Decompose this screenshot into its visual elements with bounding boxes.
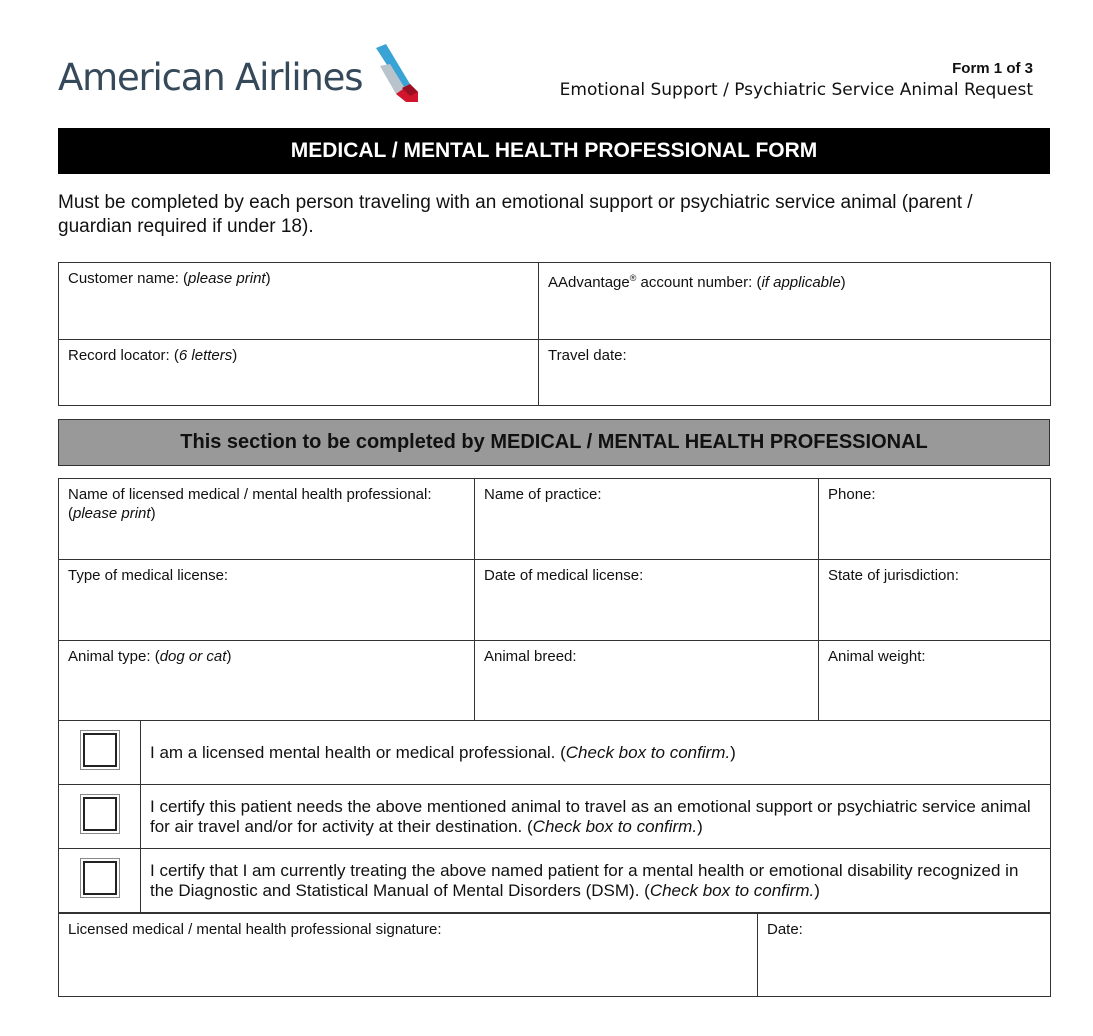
professional-info-table — [58, 478, 1051, 913]
signature-field[interactable] — [59, 914, 758, 997]
license-type-field[interactable] — [59, 560, 475, 641]
customer-info-table — [58, 262, 1051, 406]
confirm-need-cell — [59, 785, 141, 849]
confirm-need-hint: Check box to confirm. — [532, 816, 698, 836]
aadvantage-label-rest: account number: — [636, 274, 757, 291]
travel-date-label: Travel date: — [548, 347, 627, 364]
signature-table — [58, 913, 1051, 997]
professional-section-header: This section to be completed by MEDICAL / MENTAL HEALTH PROFESSIONAL — [58, 419, 1050, 466]
record-locator-field[interactable]: Record locator: (6 letters) — [59, 340, 539, 406]
practice-name-label: Name of practice: — [484, 486, 602, 503]
confirm-need-statement — [141, 785, 1051, 849]
confirm-treatment-cell — [59, 849, 141, 913]
confirm-treatment-statement — [141, 849, 1051, 913]
license-date-label: Date of medical license: — [484, 567, 644, 584]
confirm-license-checkbox[interactable] — [83, 733, 117, 767]
phone-label: Phone: — [828, 486, 876, 503]
flight-symbol-icon — [366, 44, 430, 106]
professional-name-field[interactable]: Name of licensed medical / mental health professional: (please print) — [59, 479, 475, 560]
signature-date-field[interactable] — [758, 914, 1051, 997]
practice-name-field[interactable] — [475, 479, 819, 560]
professional-name-label: Name of licensed medical / mental health professional: — [68, 486, 432, 503]
confirm-treatment-checkbox[interactable] — [83, 861, 117, 895]
form-title: MEDICAL / MENTAL HEALTH PROFESSIONAL FORM — [58, 128, 1050, 174]
confirm-license-close: ) — [730, 742, 736, 762]
confirm-treatment-hint: Check box to confirm. — [649, 880, 815, 900]
aadvantage-hint: if applicable — [761, 274, 841, 291]
form-subtitle: Emotional Support / Psychiatric Service Animal Request — [559, 80, 1033, 100]
jurisdiction-field[interactable] — [819, 560, 1051, 641]
confirm-license-statement — [141, 721, 1051, 785]
license-type-label: Type of medical license: — [68, 567, 229, 584]
confirm-need-text: I certify this patient needs the above mentioned animal to travel as an emotional support or psychiatric service animal for air travel and/or for activity at their destination. ( — [150, 796, 1031, 836]
animal-breed-label: Animal breed: — [484, 648, 577, 665]
animal-weight-label: Animal weight: — [828, 648, 926, 665]
confirm-need-checkbox[interactable] — [83, 797, 117, 831]
confirm-treatment-text: I certify that I am currently treating the above named patient for a mental health or emotional disability recognized in the Diagnostic and Statistical Manual of Mental Disorders (DSM). ( — [150, 860, 1019, 900]
confirm-license-text: I am a licensed mental health or medical professional. ( — [150, 742, 566, 762]
animal-type-field[interactable]: Animal type: (dog or cat) — [59, 641, 475, 721]
confirm-license-hint: Check box to confirm. — [565, 742, 731, 762]
aadvantage-number-field[interactable]: AAdvantage® account number: (if applicable) — [539, 263, 1051, 340]
travel-date-field[interactable] — [539, 340, 1051, 406]
animal-type-hint: dog or cat — [159, 648, 227, 665]
animal-breed-field[interactable] — [475, 641, 819, 721]
intro-text: Must be completed by each person traveling with an emotional support or psychiatric service animal (parent / guardian required if under 18). — [58, 192, 973, 237]
animal-weight-field[interactable] — [819, 641, 1051, 721]
confirm-license-cell — [59, 721, 141, 785]
customer-name-label: Customer name: — [68, 270, 184, 287]
license-date-field[interactable] — [475, 560, 819, 641]
customer-name-hint: please print — [188, 270, 266, 287]
signature-label: Licensed medical / mental health professional signature: — [68, 921, 442, 938]
animal-type-label: Animal type: — [68, 648, 155, 665]
record-locator-label: Record locator: — [68, 347, 174, 364]
confirm-need-close: ) — [697, 816, 703, 836]
registered-mark: ® — [629, 273, 637, 283]
signature-date-label: Date: — [767, 921, 803, 938]
jurisdiction-label: State of jurisdiction: — [828, 567, 959, 584]
customer-name-field[interactable]: Customer name: (please print) — [59, 263, 539, 340]
professional-name-hint: please print — [73, 505, 151, 522]
phone-field[interactable] — [819, 479, 1051, 560]
confirm-treatment-close: ) — [814, 880, 820, 900]
american-airlines-logo — [58, 44, 430, 106]
record-locator-hint: 6 letters — [178, 347, 233, 364]
form-number: Form 1 of 3 — [952, 60, 1033, 77]
aadvantage-label: AAdvantage — [548, 274, 630, 291]
logo-text: American Airlines — [58, 56, 363, 99]
